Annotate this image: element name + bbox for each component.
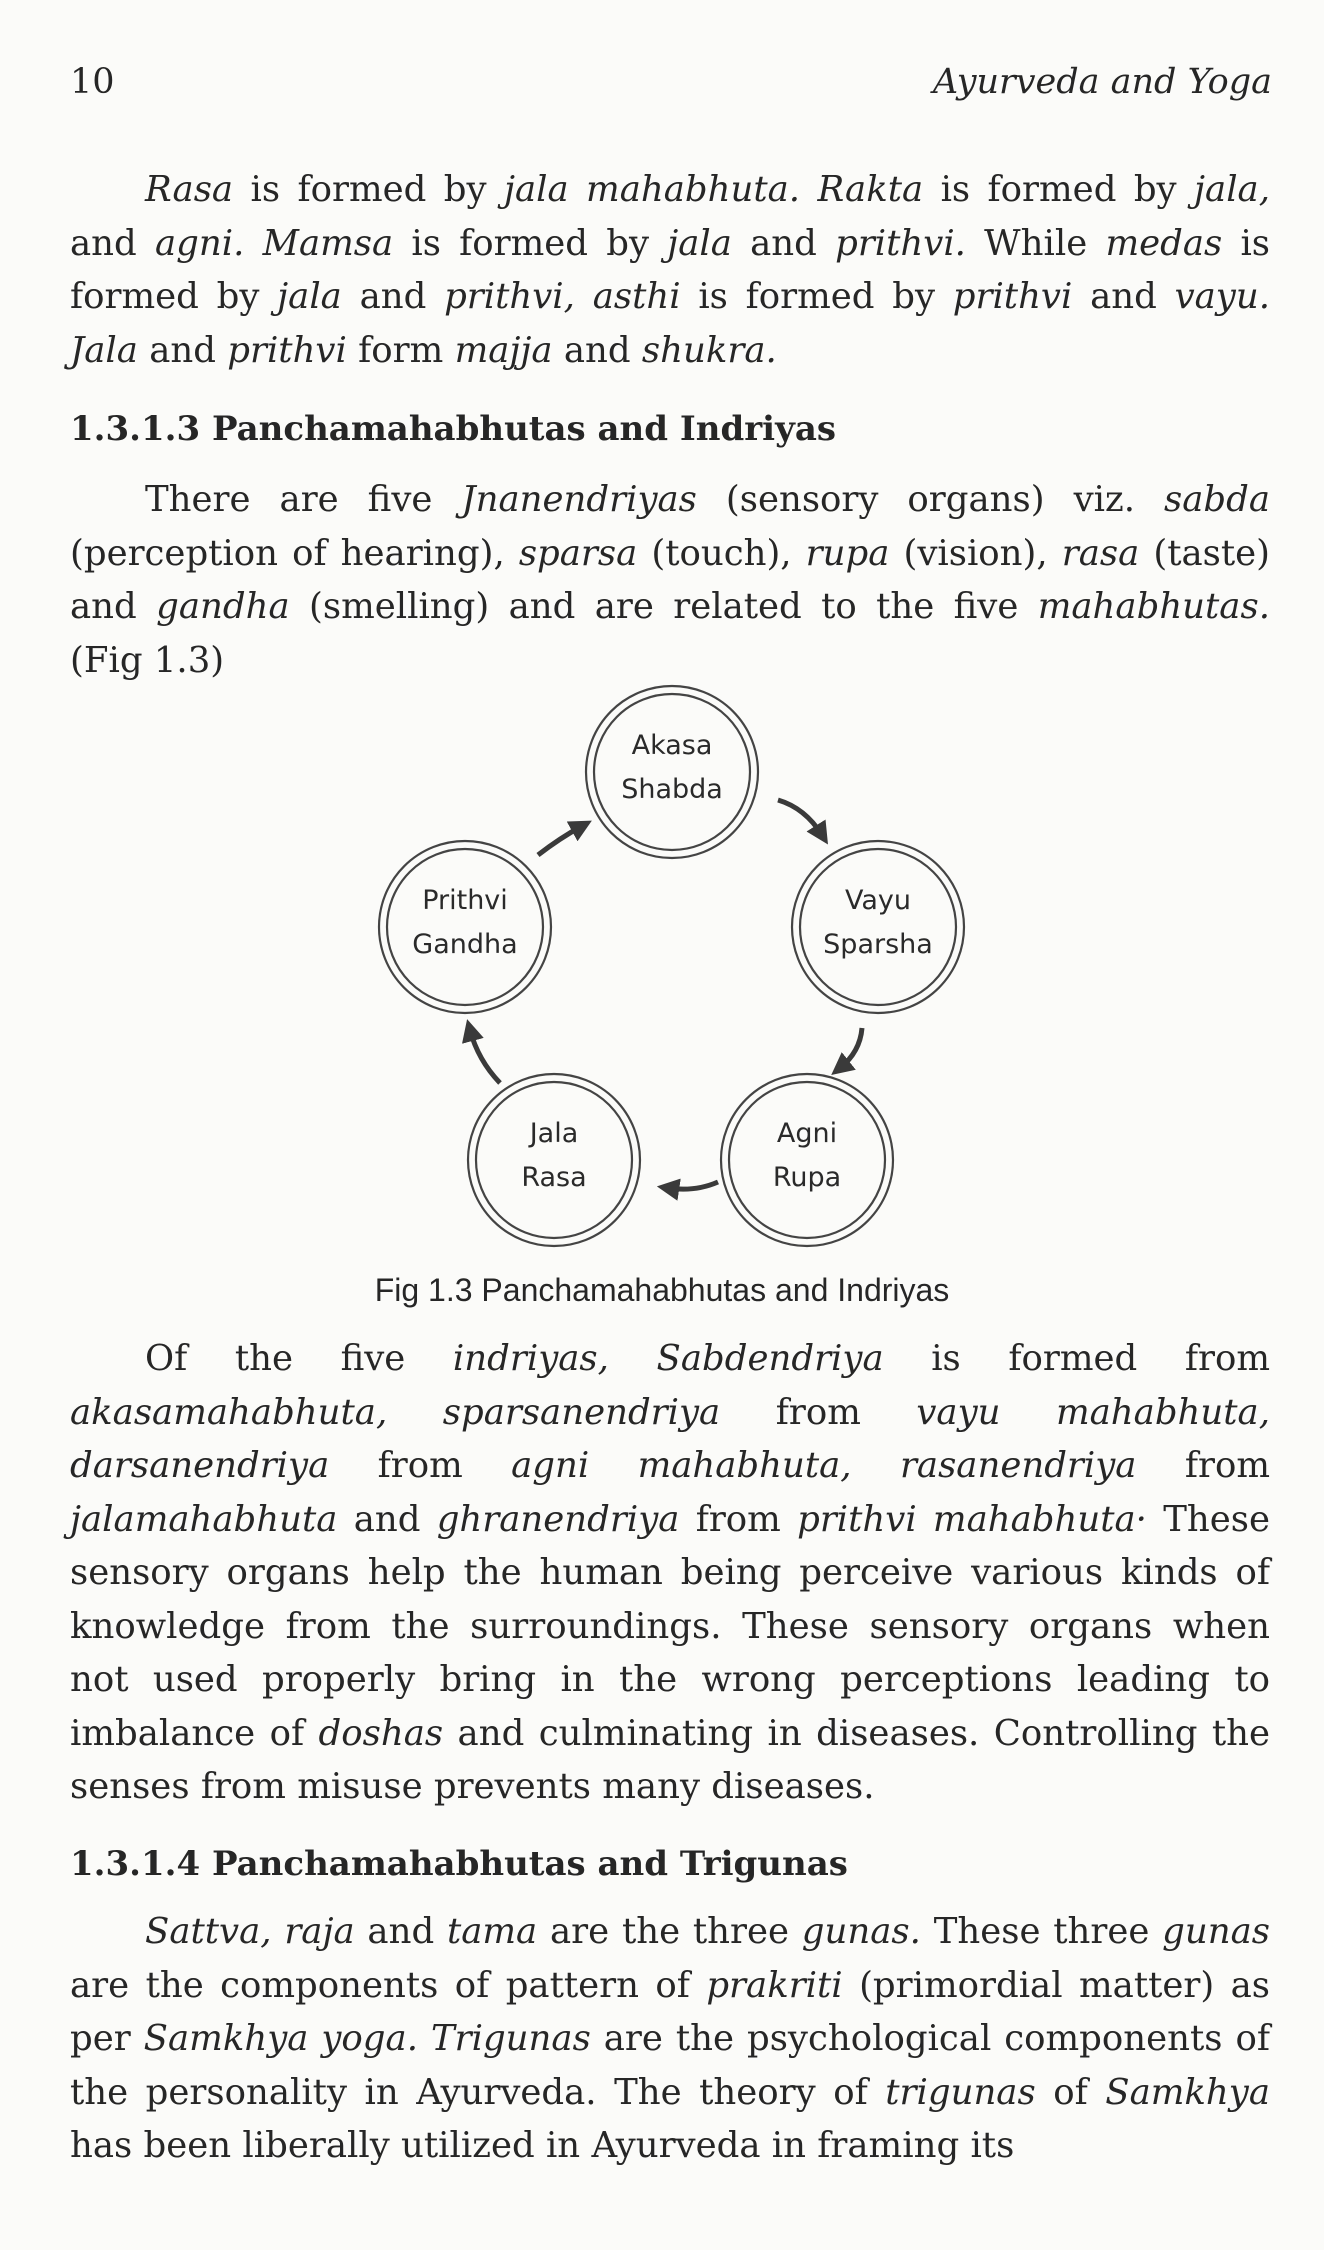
italic-term: gunas. <box>801 1911 921 1952</box>
italic-term: rupa <box>805 532 890 574</box>
italic-term: jala <box>277 276 342 317</box>
text-run <box>609 1338 657 1379</box>
node-jala-element: Jala <box>529 1118 579 1149</box>
italic-term: Rakta <box>817 169 924 210</box>
italic-term: vayu mahabhuta, <box>916 1391 1270 1433</box>
italic-term: jalamahabhuta <box>70 1498 338 1540</box>
italic-term: jala, <box>1194 169 1270 210</box>
text-run: are the three <box>537 1911 802 1952</box>
paragraph-sense-organs <box>70 1332 1270 1814</box>
text-run: is formed by <box>923 169 1195 210</box>
text-run: is formed by <box>393 222 668 264</box>
text-run: (perception of hearing), <box>70 532 519 574</box>
text-run: (taste) and <box>70 532 1270 627</box>
italic-term: majja <box>454 329 553 371</box>
italic-term: sparsa <box>518 532 638 574</box>
text-run: and <box>354 1911 447 1952</box>
text-run: and <box>731 222 836 264</box>
node-akasa-element: Akasa <box>631 730 713 761</box>
text-run: (touch), <box>637 532 806 574</box>
page-number: 10 <box>70 62 115 102</box>
text-run: (vision), <box>889 532 1062 574</box>
text-run: are the components of pattern of <box>70 1964 707 2006</box>
italic-term: akasamahabhuta, <box>70 1391 388 1433</box>
node-vayu-element: Vayu <box>844 885 912 916</box>
text-run: Of the five <box>145 1338 453 1379</box>
italic-term: vayu. <box>1174 276 1271 317</box>
italic-term: jala mahabhuta. <box>503 169 801 210</box>
text-run: and <box>1072 276 1175 317</box>
italic-term: Mamsa <box>262 222 394 264</box>
text-run: from <box>1136 1445 1270 1486</box>
text-run: (sensory organs) viz. <box>696 479 1164 520</box>
italic-term: asthi <box>592 276 681 317</box>
text-run: from <box>329 1445 512 1486</box>
text-run: There are five <box>145 479 462 520</box>
node-akasa-sense: Shabda <box>621 774 723 805</box>
text-run: While <box>965 222 1106 264</box>
italic-term: rasa <box>1061 532 1140 574</box>
text-run <box>387 1392 443 1433</box>
arrow-agni-jala <box>668 1182 718 1189</box>
italic-term: mahabhutas. <box>1037 586 1270 627</box>
italic-term: agni mahabhuta, <box>511 1445 852 1486</box>
node-jala-sense: Rasa <box>521 1162 587 1193</box>
italic-term: sabda <box>1164 479 1270 520</box>
node-prithvi-sense: Gandha <box>412 929 518 960</box>
text-run: are the psychological components of the personality in Ayurveda. The theory of <box>70 2018 1270 2113</box>
text-run: (smelling) and are related to the five <box>289 586 1038 627</box>
text-run: form <box>346 329 455 371</box>
italic-term: Jala <box>70 329 138 371</box>
text-run: These three <box>920 1911 1163 1952</box>
italic-term: doshas <box>318 1712 444 1754</box>
text-run: is formed by <box>70 222 1271 317</box>
text-run: of <box>1035 2071 1106 2113</box>
italic-term: Samkhya <box>1105 2071 1270 2113</box>
italic-term: gunas <box>1162 1911 1270 1952</box>
node-prithvi <box>379 841 551 1013</box>
text-run: is formed by <box>233 169 504 210</box>
italic-term: Trigunas <box>430 2018 591 2059</box>
text-run: and <box>552 329 642 371</box>
italic-term: Samkhya yoga. <box>143 2018 418 2059</box>
paragraph-trigunas <box>70 1905 1270 2173</box>
italic-term: jala <box>667 222 732 264</box>
italic-term: sparsanendriya <box>442 1391 721 1433</box>
arrow-jala-prithvi <box>470 1030 500 1083</box>
arrow-prithvi-akasa <box>538 826 582 855</box>
italic-term: Sattva, <box>145 1911 272 1952</box>
text-run <box>418 2018 431 2059</box>
italic-term: prithvi <box>227 329 347 371</box>
node-prithvi-element: Prithvi <box>422 885 508 916</box>
text-run: (primordial matter) as per <box>70 1964 1270 2059</box>
text-run <box>272 1911 285 1952</box>
italic-term: Jnanendriyas <box>461 479 697 520</box>
italic-term: agni. <box>154 222 245 264</box>
italic-term: medas <box>1105 222 1223 264</box>
italic-term: shukra. <box>641 329 777 371</box>
node-akasa <box>586 686 758 858</box>
italic-term: tama <box>446 1911 538 1952</box>
italic-term: prakriti <box>706 1964 843 2006</box>
italic-term: ghranendriya <box>436 1498 680 1540</box>
figure-caption: Fig 1.3 Panchamahabhutas and Indriyas <box>374 1272 950 1308</box>
text-run: from <box>679 1498 798 1540</box>
node-vayu <box>792 841 964 1013</box>
italic-term: trigunas <box>885 2071 1036 2113</box>
text-run: has been liberally utilized in Ayurveda in framing its <box>70 2125 1015 2166</box>
arrow-akasa-vayu <box>778 800 822 835</box>
node-jala <box>468 1074 640 1246</box>
italic-term: prithvi, <box>444 276 575 317</box>
italic-term: Sabdendriya <box>656 1338 884 1379</box>
italic-term: indriyas, <box>452 1338 609 1379</box>
text-run: and culminating in diseases. Controlling the senses from misuse prevents many diseases. <box>70 1712 1270 1807</box>
node-agni-element: Agni <box>776 1118 838 1149</box>
node-agni-sense: Rupa <box>772 1162 842 1193</box>
italic-term: darsanendriya <box>70 1445 330 1486</box>
text-run: and <box>337 1498 437 1540</box>
italic-term: prithvi. <box>835 222 966 264</box>
italic-term: prithvi <box>952 276 1073 317</box>
italic-term: rasanendriya <box>899 1445 1137 1486</box>
node-agni <box>721 1074 893 1246</box>
italic-term: Rasa <box>145 169 234 210</box>
italic-term: prithvi mahabhuta· <box>797 1498 1147 1540</box>
text-run: and <box>137 329 228 371</box>
italic-term: gandha <box>156 586 290 627</box>
section-heading-trigunas: 1.3.1.4 Panchamahabhutas and Trigunas <box>70 1844 848 1884</box>
text-run: and <box>341 276 445 317</box>
text-run: and <box>70 222 155 264</box>
text-run <box>852 1445 900 1486</box>
text-run: is formed by <box>680 276 953 317</box>
text-run: is formed from <box>883 1338 1270 1379</box>
node-vayu-sense: Sparsha <box>823 929 933 960</box>
text-run: from <box>720 1391 917 1433</box>
italic-term: raja <box>284 1911 355 1952</box>
section-heading-indriyas: 1.3.1.3 Panchamahabhutas and Indriyas <box>70 409 837 449</box>
text-run: (Fig 1.3) <box>70 639 225 681</box>
arrow-vayu-agni <box>840 1028 862 1068</box>
text-run: These sensory organs help the human being perceive various kinds of knowledge from the surroundings. These sensory organs when not used properly bring in the wrong perceptions leading to imbalance of <box>70 1498 1270 1754</box>
running-title: Ayurveda and Yoga <box>932 62 1272 102</box>
